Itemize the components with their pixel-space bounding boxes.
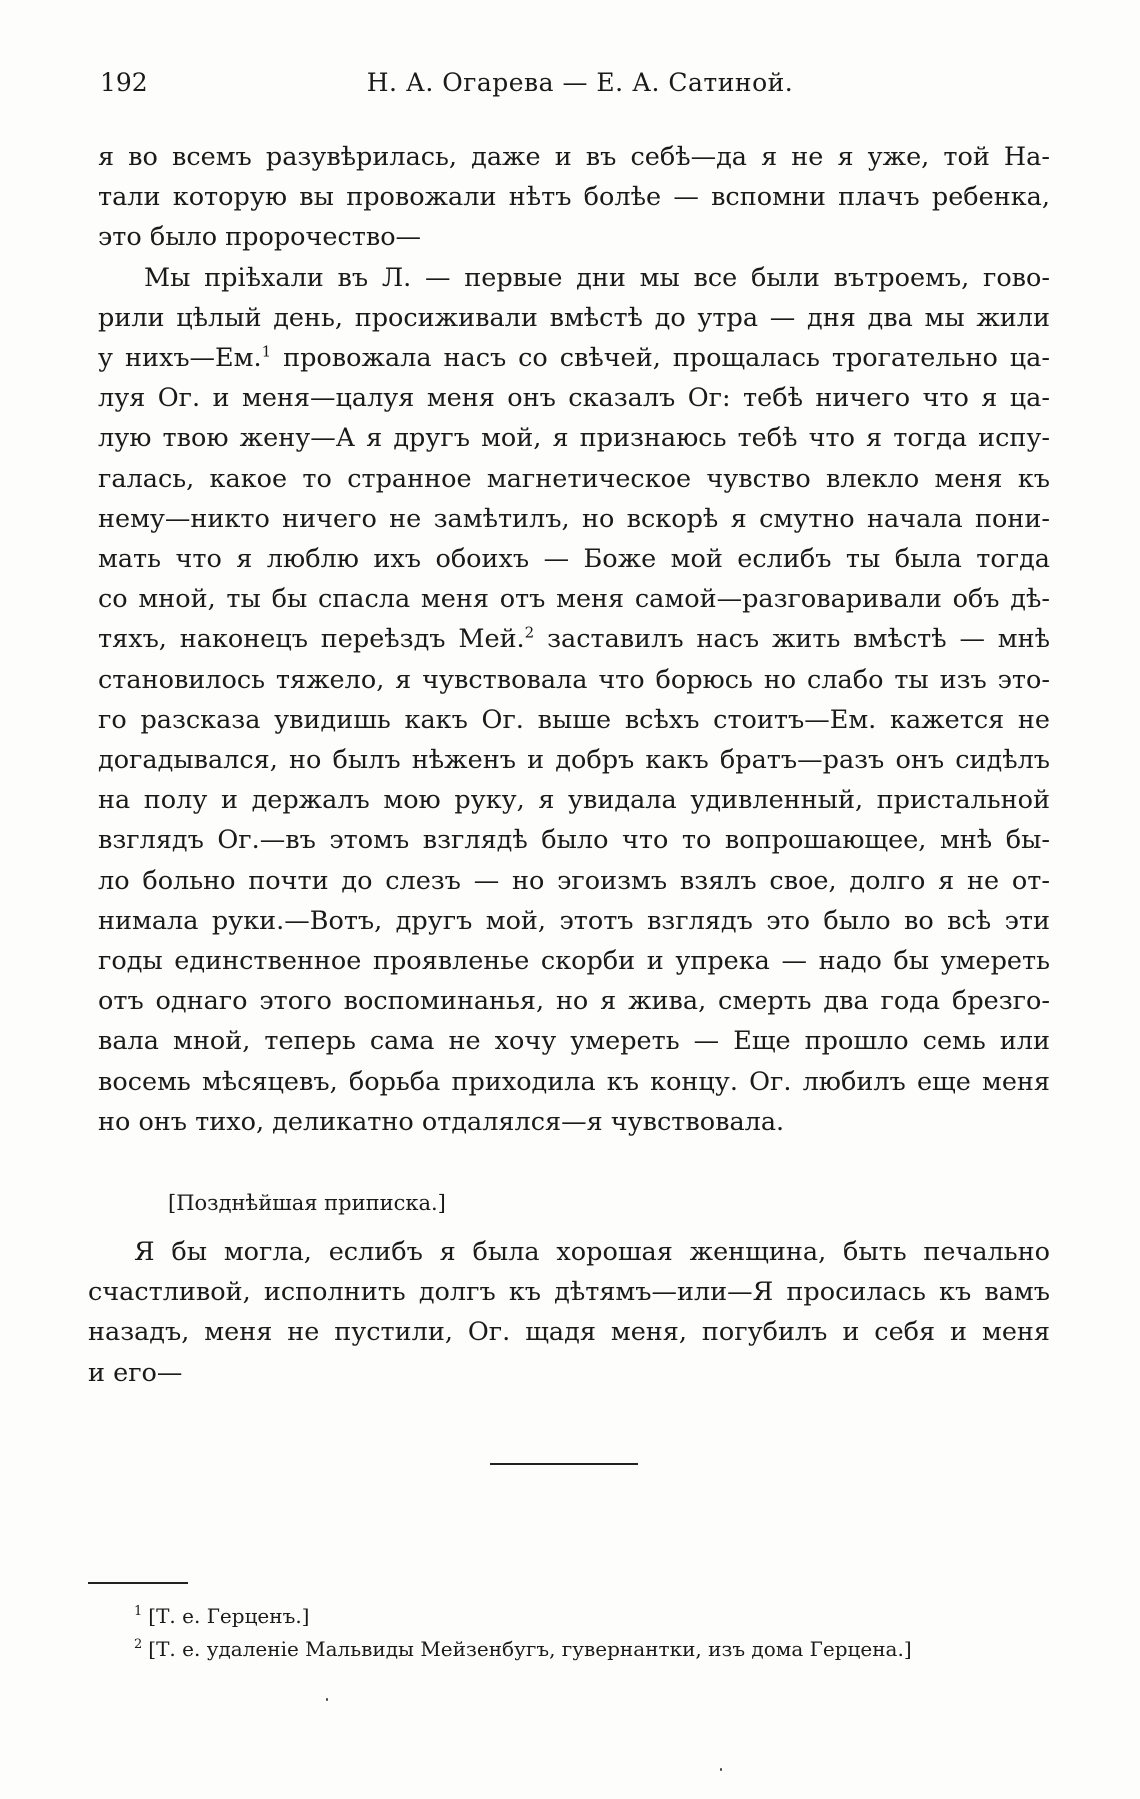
text-line: восемь мѣсяцевъ, борьба приходила къ концу. Ог. любилъ еще меня [98, 1066, 1050, 1097]
letter-body [98, 137, 1050, 1142]
running-title: Н. А. Огарева — Е. А. Сатиной. [366, 68, 794, 97]
postscript-label: [Позднѣйшая приписка.] [168, 1191, 446, 1215]
text-line: нимала руки.—Вотъ, другъ мой, этотъ взглядъ это было во всѣ эти [98, 905, 1050, 936]
running-head [100, 68, 1060, 108]
footnote-marker: 1 [134, 1604, 143, 1620]
text-line: ло больно почти до слезъ — но эгоизмъ взялъ свое, долго я не от- [98, 865, 1050, 896]
text-line: тали которую вы провожали нѣтъ болѣе — вспомни плачъ ребенка, [98, 182, 1050, 213]
text-line: рили цѣлый день, просиживали вмѣстѣ до утра — дня два мы жили [98, 302, 1050, 333]
text-line: Мы пріѣхали въ Л. — первые дни мы все были вътроемъ, гово- [144, 262, 1050, 293]
text-line: вала мной, теперь сама не хочу умереть — Еще прошло семь или [98, 1026, 1050, 1057]
footnote-ref-2[interactable]: 2 [524, 623, 535, 642]
text-fragment: заставилъ насъ жить вмѣстѣ — мнѣ [547, 624, 1050, 655]
text-line: со мной, ты бы спасла меня отъ меня самой—разговаривали объ дѣ- [98, 584, 1050, 615]
footnote-2 [134, 1633, 1054, 1666]
text-fragment: провожала насъ со свѣчей, прощалась трогательно ца- [283, 343, 1050, 374]
text-line: становилось тяжело, я чувствовала что борюсь но слабо ты изъ это- [98, 664, 1050, 695]
text-line: луя Ог. и меня—цалуя меня онъ сказалъ Ог: тебѣ ничего что я ца- [98, 383, 1050, 414]
text-line [98, 338, 1050, 378]
text-line: догадывался, но былъ нѣженъ и добръ какъ братъ—разъ онъ сидѣлъ [98, 745, 1050, 776]
text-line: нему—никто ничего не замѣтилъ, но вскорѣ я смутно начала пони- [98, 503, 1050, 534]
text-line [98, 619, 1050, 659]
text-line: взглядъ Ог.—въ этомъ взглядѣ было что то вопрошающее, мнѣ бы- [98, 825, 1050, 856]
footnote-text: [Т. е. удаленіе Мальвиды Мейзенбугъ, гувернантки, изъ дома Герцена.] [148, 1637, 912, 1661]
text-line: и его— [88, 1357, 183, 1388]
paper-speck [720, 1768, 722, 1771]
text-line: годы единственное проявленье скорби и упрека — надо бы умереть [98, 946, 1050, 977]
postscript-body [88, 1232, 1050, 1393]
text-line: галась, какое то странное магнетическое чувство влекло меня къ [98, 463, 1050, 494]
text-line: Я бы могла, еслибъ я была хорошая женщина, быть печально [134, 1237, 1050, 1267]
text-line: отъ однаго этого воспоминанья, но я жива, смерть два года брезго- [98, 986, 1050, 1017]
footnote-1 [134, 1600, 1054, 1633]
footnote-ref-1[interactable]: 1 [261, 342, 272, 361]
text-fragment: тяхъ, наконецъ переѣздъ Мей. [98, 624, 525, 655]
text-fragment: у нихъ—Ем. [98, 343, 262, 374]
footnotes [134, 1600, 1054, 1666]
text-line: на полу и держалъ мою руку, я увидала удивленный, пристальной [98, 785, 1050, 816]
page-number: 192 [100, 68, 148, 97]
text-line: лую твою жену—А я другъ мой, я признаюсь тебѣ что я тогда испу- [98, 423, 1050, 454]
footnote-marker: 2 [134, 1637, 143, 1653]
paper-speck [326, 1698, 328, 1701]
text-line: но онъ тихо, деликатно отдалялся—я чувствовала. [98, 1106, 785, 1137]
text-line: это было пророчество— [98, 222, 422, 253]
section-end-rule [490, 1463, 638, 1465]
footnote-text: [Т. е. Герценъ.] [148, 1604, 310, 1628]
footnote-separator [88, 1582, 188, 1584]
text-line: счастливой, исполнить долгъ къ дѣтямъ—или—Я просилась къ вамъ [88, 1277, 1050, 1308]
text-line: я во всемъ разувѣрилась, даже и въ себѣ—да я не я уже, той На- [98, 142, 1050, 172]
text-line: назадъ, меня не пустили, Ог. щадя меня, погубилъ и себя и меня [88, 1317, 1050, 1348]
text-line: го разсказа увидишь какъ Ог. выше всѣхъ стоитъ—Ем. кажется не [98, 704, 1050, 735]
text-line: мать что я люблю ихъ обоихъ — Боже мой еслибъ ты была тогда [98, 544, 1050, 575]
